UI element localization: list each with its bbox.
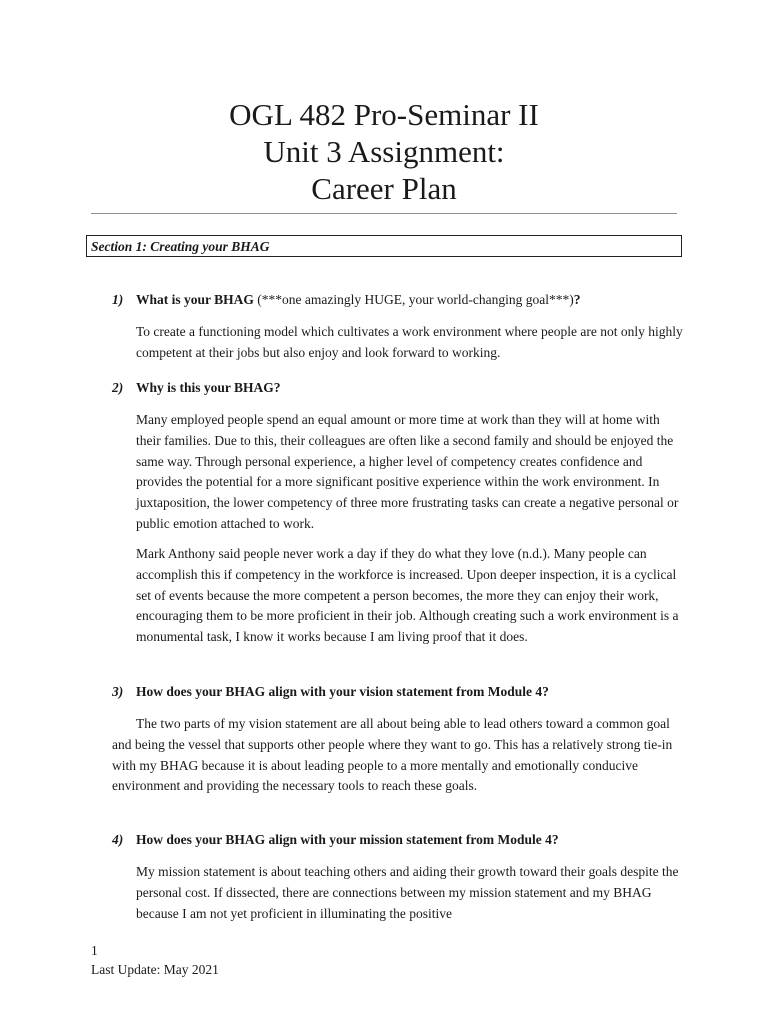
title-subject: Career Plan (311, 171, 457, 206)
question-4 (112, 832, 559, 848)
question-number: 4) (112, 832, 124, 847)
question-number: 2) (112, 380, 124, 395)
question-number: 3) (112, 684, 124, 699)
answer-paragraph: Mark Anthony said people never work a day if they do what they love (n.d.). Many people can accomplish this if competency in the workforce is increased. Upon deeper inspection, it is a cyclical set of events because the more competent a person becomes, the more they can enjoy their work, encouraging them to be more proficient in their job. Although creating such a work environment is a monumental task, I know it works because I am living proof that it does. (136, 546, 679, 645)
last-update: Last Update: May 2021 (91, 962, 219, 977)
question-text: How does your BHAG align with your vision statement from Module 4? (136, 684, 549, 699)
section-heading: Section 1: Creating your BHAG (86, 235, 682, 257)
title-course: OGL 482 Pro-Seminar II (229, 97, 539, 132)
question-text-normal: (***one amazingly HUGE, your world-changing goal***) (253, 292, 574, 307)
answer-paragraph: The two parts of my vision statement are all about being able to lead others toward a common goal and being the vessel that supports other people where they want to go. This has a relatively strong tie-in with my BHAG because it is about leading people to a more mentally and emotionally conducive environment and providing the necessary tools to reach these goals. (112, 716, 673, 794)
question-text: Why is this your BHAG? (136, 380, 281, 395)
title-unit: Unit 3 Assignment: (263, 134, 505, 169)
question-mark: ? (573, 292, 581, 307)
question-number: 1) (112, 292, 124, 307)
question-text: How does your BHAG align with your mission statement from Module 4? (136, 832, 559, 847)
question-1 (112, 292, 580, 308)
question-2 (112, 380, 281, 396)
answer-paragraph: To create a functioning model which cultivates a work environment where people are not only highly competent at their jobs but also enjoy and look forward to working. (136, 324, 683, 360)
answer-paragraph: Many employed people spend an equal amount or more time at work than they will at home with their families. Due to this, their colleagues are often like a second family and should be enjoyed the same way. Through personal experience, a higher level of competency creates confidence and provides the potential for a more significant positive experience within the work environment. In juxtaposition, the lower competency of three more frustrating tasks can create a negative personal or public emotion attached to work. (136, 412, 679, 531)
question-3 (112, 684, 549, 700)
page-number: 1 (91, 943, 98, 958)
question-text: What is your BHAG (136, 292, 254, 307)
document-title (0, 96, 768, 207)
answer-paragraph: My mission statement is about teaching others and aiding their growth toward their goals despite the personal cost. If dissected, there are connections between my mission statement and my BHAG because I am not yet proficient in illuminating the positive (136, 864, 679, 921)
title-divider (91, 213, 677, 214)
